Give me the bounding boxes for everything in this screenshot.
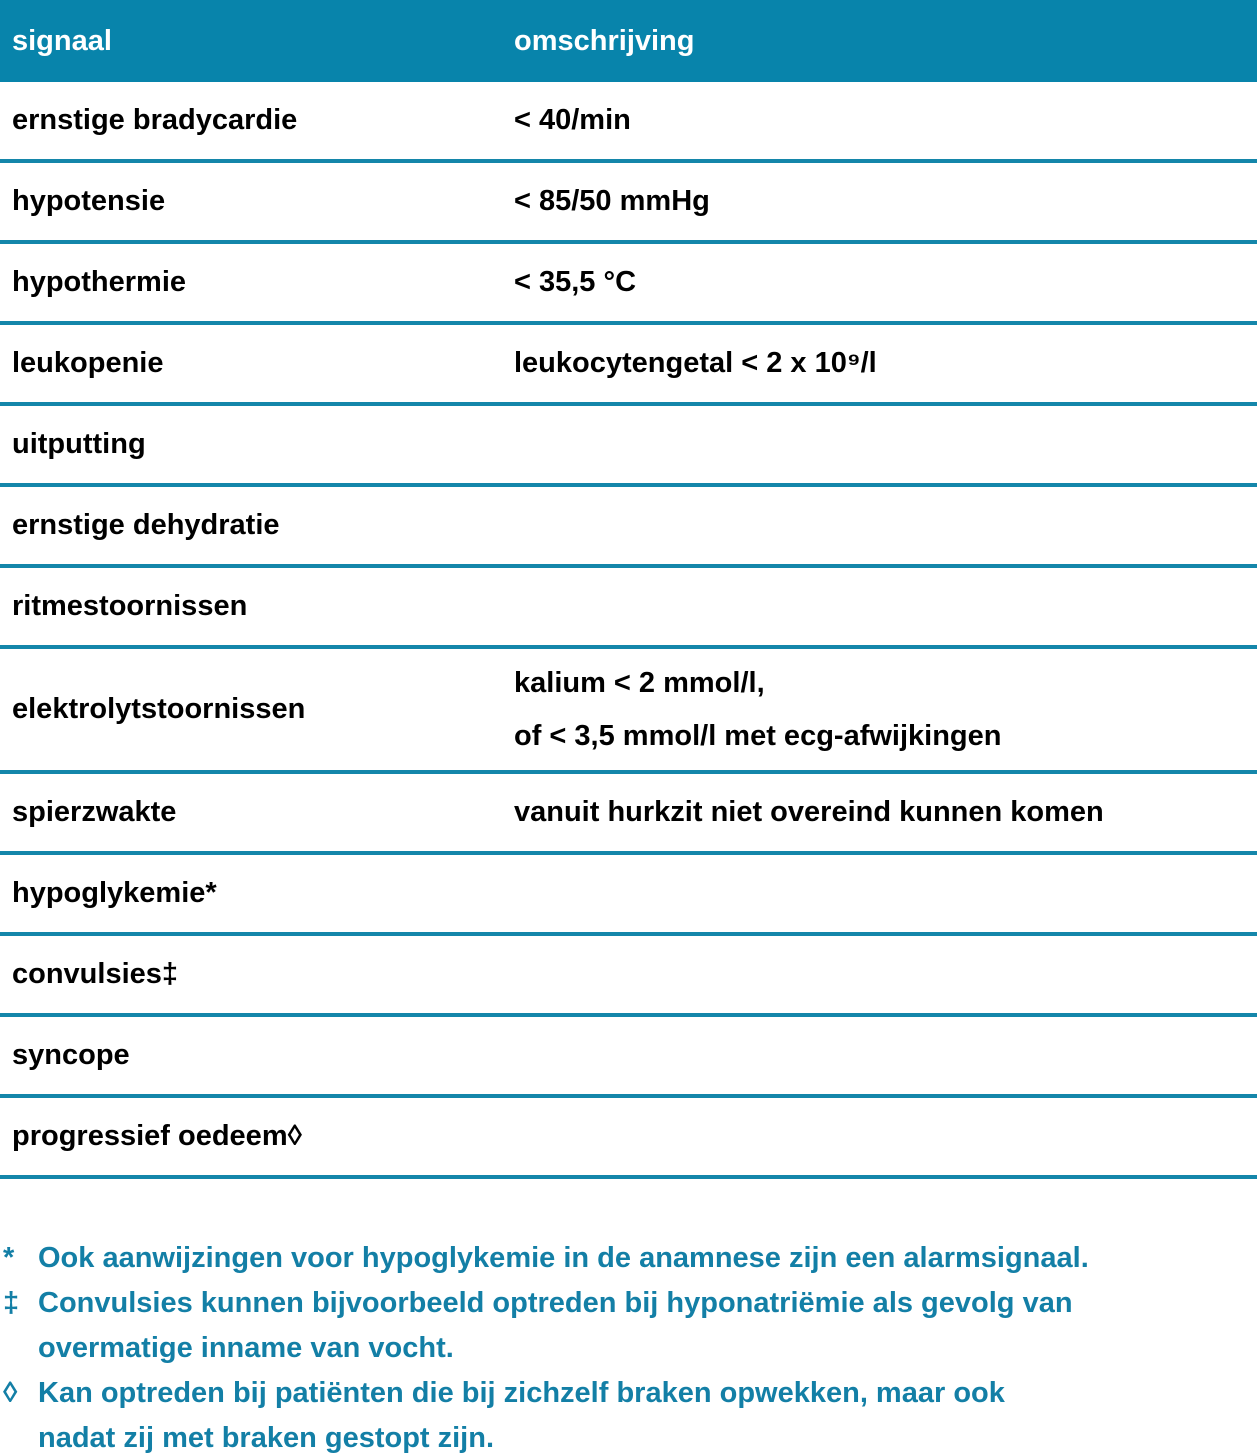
footnote-text [38,1281,1257,1371]
signal-cell: ernstige dehydratie [12,509,280,541]
signal-cell: progressief oedeem◊ [12,1120,302,1152]
table-row [0,649,1257,774]
table-row [0,855,1257,936]
footnote-line: Ook aanwijzingen voor hypoglykemie in de anamnese zijn een alarmsignaal. [38,1242,1089,1274]
description-cell: leukocytengetal < 2 x 10⁹/l [514,347,877,379]
signal-cell: ernstige bradycardie [12,104,298,136]
signal-cell: convulsies‡ [12,958,179,990]
signal-cell [0,695,514,724]
footnote-text [38,1236,1257,1281]
description-cell: < 35,5 °C [514,266,637,298]
footnote-text [38,1371,1257,1453]
footnote-marker: ◊ [3,1377,18,1409]
table-row [0,244,1257,325]
footnote [0,1371,1257,1453]
description-cell: < 85/50 mmHg [514,185,710,217]
signal-cell: hypoglykemie* [12,877,217,909]
signal-text: elektrolytstoornissen [12,693,306,725]
signal-cell: ritmestoornissen [12,590,248,622]
footnote-marker: * [3,1242,15,1274]
description-cell [514,657,1257,763]
table-row [0,487,1257,568]
footnote-line: Kan optreden bij patiënten die bij zichzelf braken opwekken, maar ook [38,1377,1005,1409]
table-row [0,936,1257,1017]
signal-cell: hypothermie [12,266,187,298]
description-cell: vanuit hurkzit niet overeind kunnen komen [514,796,1104,828]
footnotes [0,1236,1257,1453]
signal-cell: uitputting [12,428,146,460]
footnote-marker: ‡ [3,1287,20,1319]
footnote [0,1236,1257,1281]
table-header-row [0,0,1257,82]
table-row [0,163,1257,244]
description-line: of < 3,5 mmol/l met ecg-afwijkingen [514,719,1002,752]
column-header-signaal: signaal [12,24,112,57]
footnote-line: nadat zij met braken gestopt zijn. [38,1422,495,1453]
table-row [0,1017,1257,1098]
signal-cell: spierzwakte [12,796,177,828]
column-header-omschrijving: omschrijving [514,24,695,57]
table-row [0,568,1257,649]
signal-cell: leukopenie [12,347,164,379]
signal-cell: hypotensie [12,185,166,217]
description-cell: < 40/min [514,104,631,136]
table-row [0,774,1257,855]
table-row [0,82,1257,163]
table-row [0,1098,1257,1179]
table-row [0,325,1257,406]
signal-cell: syncope [12,1039,130,1071]
footnote-line: overmatige inname van vocht. [38,1332,454,1364]
description-line: kalium < 2 mmol/l, [514,666,765,699]
footnote [0,1281,1257,1371]
table-row [0,406,1257,487]
footnote-line: Convulsies kunnen bijvoorbeeld optreden bij hyponatriëmie als gevolg van [38,1287,1073,1319]
